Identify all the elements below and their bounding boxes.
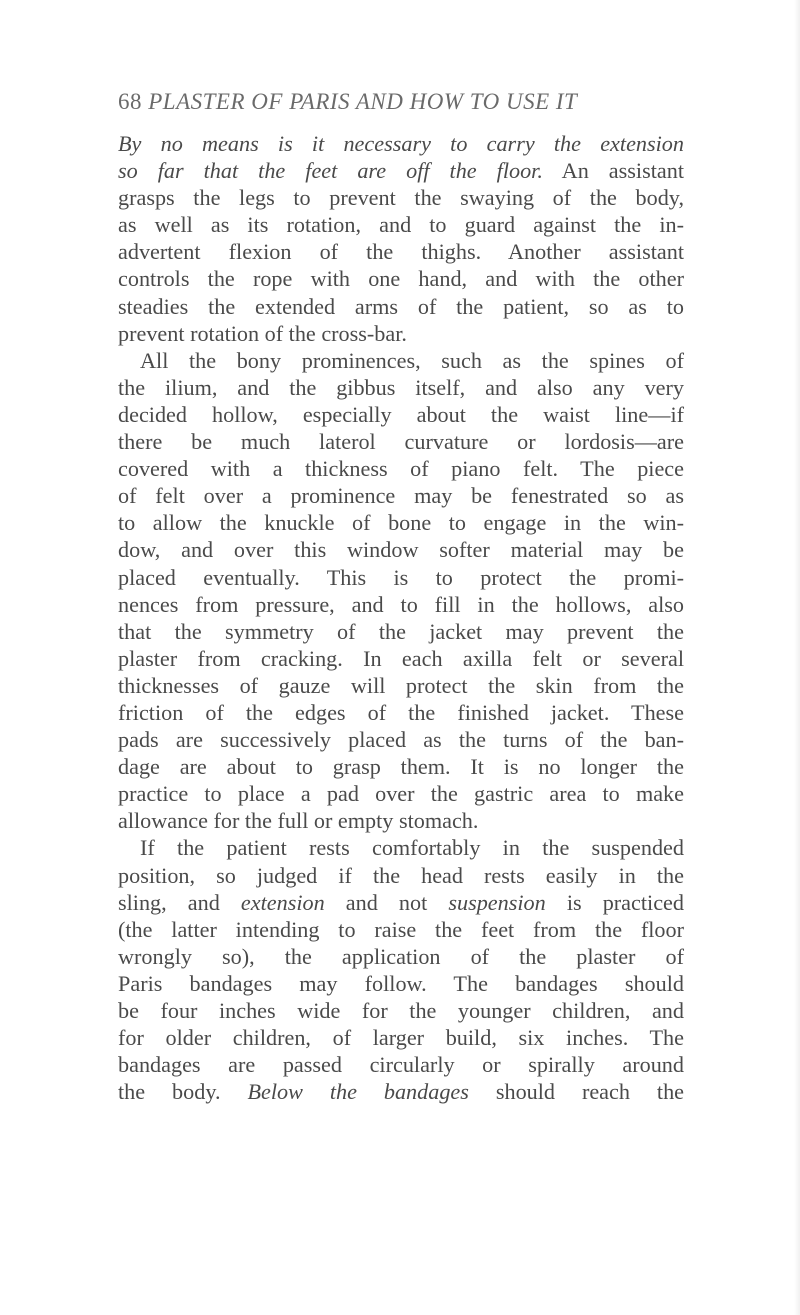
page-edge-shadow — [794, 0, 800, 1315]
body-text — [118, 130, 684, 1105]
text-line — [118, 238, 684, 265]
text-segment: as well as its rotation, and to guard against the in- — [118, 212, 684, 238]
text-line — [118, 509, 684, 536]
italic-text: extension — [240, 889, 325, 915]
text-line — [118, 699, 684, 726]
text-line — [118, 211, 684, 238]
text-line — [118, 320, 684, 347]
text-segment: controls the rope with one hand, and with the other — [118, 266, 684, 292]
text-segment: of felt over a prominence may be fenestrated so as — [118, 483, 684, 509]
text-line — [118, 293, 684, 320]
text-segment: thicknesses of gauze will protect the skin from the — [118, 672, 684, 698]
text-segment: covered with a thickness of piano felt. The piece — [118, 456, 684, 482]
text-line — [118, 564, 684, 591]
text-segment: is practiced — [545, 889, 684, 915]
text-segment: allowance for the full or empty stomach. — [118, 808, 479, 834]
text-line — [118, 347, 684, 374]
text-segment: advertent flexion of the thighs. Another assistant — [118, 239, 684, 265]
text-line — [118, 997, 684, 1024]
text-segment: bandages are passed circularly or spirally around — [118, 1052, 684, 1078]
text-segment: An assistant — [542, 158, 684, 184]
text-segment: should reach the — [468, 1079, 685, 1105]
text-segment: All the bony prominences, such as the spines of — [140, 347, 684, 373]
running-head — [118, 88, 718, 116]
text-segment: to allow the knuckle of bone to engage in the win- — [118, 510, 684, 536]
text-segment: (the latter intending to raise the feet from the floor — [118, 916, 684, 942]
text-line — [118, 970, 684, 997]
italic-text: suspension — [448, 889, 546, 915]
text-segment: plaster from cracking. In each axilla felt or several — [118, 645, 684, 671]
text-line — [118, 1078, 684, 1105]
italic-text: so far that the feet are off the floor. — [118, 158, 543, 184]
text-line — [118, 753, 684, 780]
text-line — [118, 1024, 684, 1051]
text-line — [118, 807, 684, 834]
text-line — [118, 1051, 684, 1078]
text-line — [118, 780, 684, 807]
text-segment: placed eventually. This is to protect the promi- — [118, 564, 684, 590]
text-segment: dage are about to grasp them. It is no longer the — [118, 754, 684, 780]
text-segment: practice to place a pad over the gastric area to make — [118, 781, 684, 807]
text-line — [118, 862, 684, 889]
text-segment: If the patient rests comfortably in the suspended — [140, 835, 684, 861]
text-segment: the body. — [118, 1079, 248, 1105]
text-segment: position, so judged if the head rests easily in the — [118, 862, 684, 888]
text-segment: sling, and — [118, 889, 241, 915]
text-line — [118, 618, 684, 645]
text-line — [118, 645, 684, 672]
text-segment: and not — [324, 889, 449, 915]
text-line — [118, 428, 684, 455]
text-line — [118, 401, 684, 428]
text-line — [118, 482, 684, 509]
text-segment: Paris bandages may follow. The bandages should — [118, 970, 684, 996]
italic-text: By no means is it necessary to carry the extension — [118, 131, 684, 156]
text-segment: be four inches wide for the younger children, and — [118, 998, 684, 1023]
text-segment: the ilium, and the gibbus itself, and also any very — [118, 374, 684, 400]
text-segment: pads are successively placed as the turns of the ban- — [118, 727, 684, 753]
text-line — [118, 943, 684, 970]
text-line — [118, 591, 684, 618]
italic-text: Below the bandages — [247, 1079, 469, 1105]
text-line — [118, 157, 684, 184]
text-segment: decided hollow, especially about the waist line—if — [118, 401, 684, 427]
text-segment: prevent rotation of the cross-bar. — [118, 320, 407, 346]
text-line — [118, 455, 684, 482]
running-title: PLASTER OF PARIS AND HOW TO USE IT — [148, 89, 578, 114]
text-segment: nences from pressure, and to fill in the hollows, also — [118, 591, 684, 617]
text-line — [118, 672, 684, 699]
text-line — [118, 834, 684, 861]
text-segment: wrongly so), the application of the plaster of — [118, 943, 684, 969]
text-line — [118, 916, 684, 943]
text-segment: grasps the legs to prevent the swaying of the body, — [118, 185, 684, 211]
text-segment: steadies the extended arms of the patient, so as to — [118, 293, 684, 319]
text-line — [118, 184, 684, 211]
text-segment: that the symmetry of the jacket may prevent the — [118, 618, 684, 644]
text-segment: for older children, of larger build, six inches. The — [118, 1025, 684, 1051]
text-line — [118, 536, 684, 563]
page-number: 68 — [118, 89, 142, 114]
text-line — [118, 889, 684, 916]
text-segment: dow, and over this window softer material may be — [118, 537, 684, 563]
text-line — [118, 265, 684, 292]
text-segment: friction of the edges of the finished jacket. These — [118, 699, 684, 725]
text-line — [118, 130, 684, 157]
text-line — [118, 726, 684, 753]
text-segment: there be much laterol curvature or lordosis—are — [118, 429, 684, 455]
text-line — [118, 374, 684, 401]
